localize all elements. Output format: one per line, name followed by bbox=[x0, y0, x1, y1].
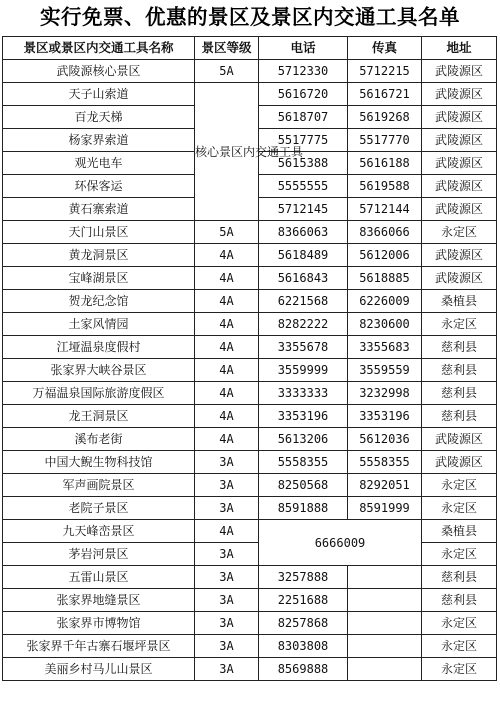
row-phone: 8591888 bbox=[259, 497, 348, 520]
row-address: 武陵源区 bbox=[422, 244, 497, 267]
row-phone: 5712330 bbox=[259, 60, 348, 83]
table-row bbox=[3, 497, 497, 520]
row-grade: 3A bbox=[195, 474, 259, 497]
row-name: 百龙天梯 bbox=[3, 106, 195, 129]
row-address: 永定区 bbox=[422, 221, 497, 244]
row-name: 杨家界索道 bbox=[3, 129, 195, 152]
row-phone: 8282222 bbox=[259, 313, 348, 336]
row-fax: 5712144 bbox=[348, 198, 422, 221]
table-row bbox=[3, 221, 497, 244]
row-phone: 6221568 bbox=[259, 290, 348, 313]
row-fax: 8292051 bbox=[348, 474, 422, 497]
row-grade: 4A bbox=[195, 290, 259, 313]
row-fax: 3232998 bbox=[348, 382, 422, 405]
row-address: 永定区 bbox=[422, 543, 497, 566]
table-row bbox=[3, 60, 497, 83]
row-name: 江垭温泉度假村 bbox=[3, 336, 195, 359]
header-fax: 传真 bbox=[348, 37, 422, 60]
row-name: 黄龙洞景区 bbox=[3, 244, 195, 267]
row-name: 宝峰湖景区 bbox=[3, 267, 195, 290]
row-fax: 5616721 bbox=[348, 83, 422, 106]
row-phone: 3333333 bbox=[259, 382, 348, 405]
row-name: 军声画院景区 bbox=[3, 474, 195, 497]
row-phone: 2251688 bbox=[259, 589, 348, 612]
row-phone: 3353196 bbox=[259, 405, 348, 428]
row-fax: 3355683 bbox=[348, 336, 422, 359]
row-fax: 8230600 bbox=[348, 313, 422, 336]
row-fax bbox=[348, 658, 422, 681]
row-grade: 4A bbox=[195, 359, 259, 382]
row-address: 永定区 bbox=[422, 658, 497, 681]
row-phone: 5555555 bbox=[259, 175, 348, 198]
row-address: 永定区 bbox=[422, 635, 497, 658]
row-phone: 3257888 bbox=[259, 566, 348, 589]
row-name: 土家风情园 bbox=[3, 313, 195, 336]
row-phone: 5615388 bbox=[259, 152, 348, 175]
row-address: 慈利县 bbox=[422, 382, 497, 405]
row-fax bbox=[348, 635, 422, 658]
table-row bbox=[3, 428, 497, 451]
row-phone: 8366063 bbox=[259, 221, 348, 244]
row-name: 老院子景区 bbox=[3, 497, 195, 520]
row-fax bbox=[348, 612, 422, 635]
row-address: 武陵源区 bbox=[422, 60, 497, 83]
row-fax: 5712215 bbox=[348, 60, 422, 83]
row-address: 武陵源区 bbox=[422, 83, 497, 106]
row-phone: 5712145 bbox=[259, 198, 348, 221]
row-fax: 5558355 bbox=[348, 451, 422, 474]
row-address: 桑植县 bbox=[422, 520, 497, 543]
table-row bbox=[3, 543, 497, 566]
row-phone: 5613206 bbox=[259, 428, 348, 451]
row-name: 张家界市博物馆 bbox=[3, 612, 195, 635]
row-fax: 5612006 bbox=[348, 244, 422, 267]
row-grade: 3A bbox=[195, 635, 259, 658]
row-address: 武陵源区 bbox=[422, 451, 497, 474]
table-row bbox=[3, 589, 497, 612]
table-body bbox=[3, 60, 497, 681]
header-grade: 景区等级 bbox=[195, 37, 259, 60]
row-phone: 8250568 bbox=[259, 474, 348, 497]
row-grade: 3A bbox=[195, 543, 259, 566]
row-name: 溪布老街 bbox=[3, 428, 195, 451]
row-grade: 5A bbox=[195, 221, 259, 244]
row-fax: 5618885 bbox=[348, 267, 422, 290]
row-fax: 5619268 bbox=[348, 106, 422, 129]
row-address: 慈利县 bbox=[422, 566, 497, 589]
row-address: 慈利县 bbox=[422, 405, 497, 428]
merged-grade-label: 核心景区内交通工具 bbox=[195, 83, 259, 221]
row-fax: 5517770 bbox=[348, 129, 422, 152]
table-row bbox=[3, 83, 497, 106]
row-phone: 3355678 bbox=[259, 336, 348, 359]
table-row bbox=[3, 244, 497, 267]
row-address: 慈利县 bbox=[422, 589, 497, 612]
row-grade: 4A bbox=[195, 382, 259, 405]
table-row bbox=[3, 612, 497, 635]
row-phone: 3559999 bbox=[259, 359, 348, 382]
row-phone: 5618707 bbox=[259, 106, 348, 129]
row-grade: 3A bbox=[195, 658, 259, 681]
row-fax: 5619588 bbox=[348, 175, 422, 198]
row-name: 贺龙纪念馆 bbox=[3, 290, 195, 313]
row-grade: 4A bbox=[195, 244, 259, 267]
row-name: 龙王洞景区 bbox=[3, 405, 195, 428]
row-address: 武陵源区 bbox=[422, 129, 497, 152]
row-fax bbox=[348, 589, 422, 612]
table-row bbox=[3, 635, 497, 658]
row-phone: 8303808 bbox=[259, 635, 348, 658]
row-fax: 5612036 bbox=[348, 428, 422, 451]
row-address: 永定区 bbox=[422, 497, 497, 520]
row-grade: 4A bbox=[195, 405, 259, 428]
row-name: 美丽乡村马儿山景区 bbox=[3, 658, 195, 681]
row-fax: 8591999 bbox=[348, 497, 422, 520]
header-phone: 电话 bbox=[259, 37, 348, 60]
row-grade: 4A bbox=[195, 428, 259, 451]
row-phone: 5517775 bbox=[259, 129, 348, 152]
table-row bbox=[3, 290, 497, 313]
row-name: 天门山景区 bbox=[3, 221, 195, 244]
header-name: 景区或景区内交通工具名称 bbox=[3, 37, 195, 60]
row-name: 天子山索道 bbox=[3, 83, 195, 106]
row-grade: 3A bbox=[195, 589, 259, 612]
row-grade: 3A bbox=[195, 566, 259, 589]
row-address: 武陵源区 bbox=[422, 175, 497, 198]
row-address: 永定区 bbox=[422, 474, 497, 497]
table-row bbox=[3, 474, 497, 497]
merged-phone: 6666009 bbox=[259, 520, 422, 566]
row-fax: 6226009 bbox=[348, 290, 422, 313]
row-address: 武陵源区 bbox=[422, 267, 497, 290]
row-grade: 3A bbox=[195, 497, 259, 520]
table-header-row bbox=[3, 37, 497, 60]
document-title: 实行免票、优惠的景区及景区内交通工具名单 bbox=[40, 5, 460, 29]
row-fax: 3353196 bbox=[348, 405, 422, 428]
row-fax: 8366066 bbox=[348, 221, 422, 244]
table-row bbox=[3, 359, 497, 382]
row-address: 武陵源区 bbox=[422, 428, 497, 451]
row-name: 万福温泉国际旅游度假区 bbox=[3, 382, 195, 405]
table-row bbox=[3, 658, 497, 681]
row-address: 永定区 bbox=[422, 612, 497, 635]
row-name: 张家界地缝景区 bbox=[3, 589, 195, 612]
row-address: 慈利县 bbox=[422, 336, 497, 359]
row-grade: 5A bbox=[195, 60, 259, 83]
row-grade: 4A bbox=[195, 313, 259, 336]
row-fax: 3559559 bbox=[348, 359, 422, 382]
row-address: 武陵源区 bbox=[422, 106, 497, 129]
row-grade: 4A bbox=[195, 336, 259, 359]
row-phone: 5616720 bbox=[259, 83, 348, 106]
row-address: 慈利县 bbox=[422, 359, 497, 382]
row-phone: 5616843 bbox=[259, 267, 348, 290]
row-name: 张家界大峡谷景区 bbox=[3, 359, 195, 382]
row-name: 武陵源核心景区 bbox=[3, 60, 195, 83]
row-grade: 3A bbox=[195, 612, 259, 635]
row-name: 张家界千年古寨石堰坪景区 bbox=[3, 635, 195, 658]
row-grade: 4A bbox=[195, 520, 259, 543]
row-phone: 5558355 bbox=[259, 451, 348, 474]
row-fax: 5616188 bbox=[348, 152, 422, 175]
table-row bbox=[3, 520, 497, 543]
row-phone: 8257868 bbox=[259, 612, 348, 635]
header-address: 地址 bbox=[422, 37, 497, 60]
row-name: 黄石寨索道 bbox=[3, 198, 195, 221]
row-address: 武陵源区 bbox=[422, 198, 497, 221]
scenic-area-table bbox=[2, 36, 497, 681]
row-name: 环保客运 bbox=[3, 175, 195, 198]
table-row bbox=[3, 313, 497, 336]
row-grade: 4A bbox=[195, 267, 259, 290]
row-address: 永定区 bbox=[422, 313, 497, 336]
row-phone: 5618489 bbox=[259, 244, 348, 267]
table-row bbox=[3, 566, 497, 589]
row-address: 武陵源区 bbox=[422, 152, 497, 175]
row-phone: 8569888 bbox=[259, 658, 348, 681]
table-row bbox=[3, 336, 497, 359]
row-address: 桑植县 bbox=[422, 290, 497, 313]
table-row bbox=[3, 267, 497, 290]
row-fax bbox=[348, 566, 422, 589]
row-name: 中国大鲵生物科技馆 bbox=[3, 451, 195, 474]
row-grade: 3A bbox=[195, 451, 259, 474]
row-name: 九天峰峦景区 bbox=[3, 520, 195, 543]
table-row bbox=[3, 451, 497, 474]
table-row bbox=[3, 382, 497, 405]
table-row bbox=[3, 405, 497, 428]
row-name: 五雷山景区 bbox=[3, 566, 195, 589]
row-name: 观光电车 bbox=[3, 152, 195, 175]
row-name: 茅岩河景区 bbox=[3, 543, 195, 566]
